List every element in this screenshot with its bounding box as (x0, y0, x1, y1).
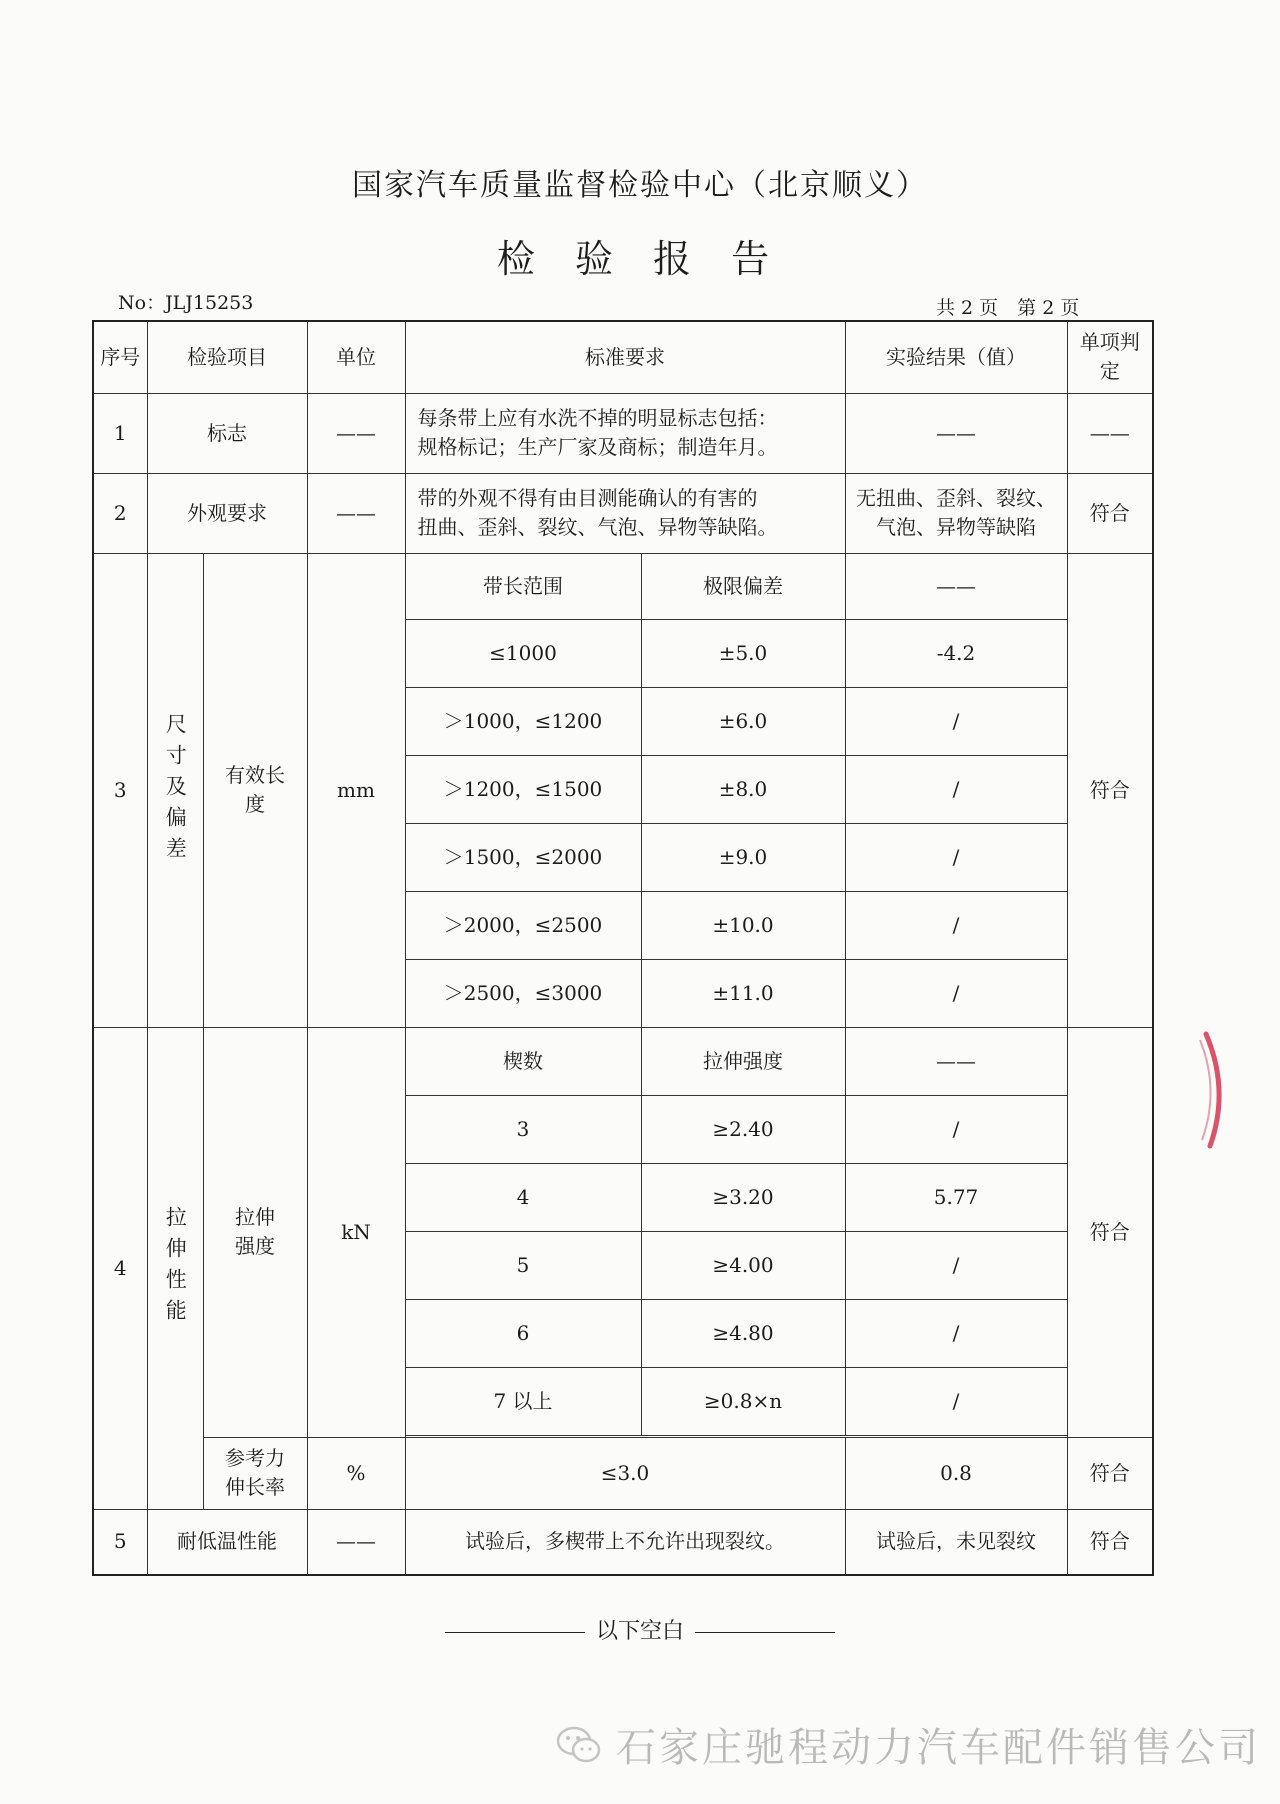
row3-range: ＞1500，≤2000 (405, 823, 641, 891)
table-row (93, 1027, 1153, 1095)
row2-result (845, 473, 1067, 553)
table-row (93, 1437, 1153, 1509)
row4-header-result: —— (845, 1027, 1067, 1095)
row4-wedge: 3 (405, 1095, 641, 1163)
row4-ref-unit: % (307, 1437, 405, 1509)
row3-result: / (845, 959, 1067, 1027)
row2-seq: 2 (93, 473, 147, 553)
row4-wedge: 6 (405, 1299, 641, 1367)
row4-result: / (845, 1367, 1067, 1435)
row4-ref-result: 0.8 (845, 1437, 1067, 1509)
row2-standard-line2: 扭曲、歪斜、裂纹、气泡、异物等缺陷。 (417, 515, 778, 539)
row3-verdict: 符合 (1067, 553, 1153, 1027)
org-title: 国家汽车质量监督检验中心（北京顺义） (352, 168, 928, 203)
end-of-table-note (0, 1614, 1280, 1645)
row3-header-result: —— (845, 553, 1067, 619)
row3-unit: mm (307, 553, 405, 1027)
row4-result: 5.77 (845, 1163, 1067, 1231)
row4-item: 拉伸强度 (203, 1027, 307, 1437)
watermark (556, 1716, 1261, 1773)
row5-standard: 试验后，多楔带上不允许出现裂纹。 (405, 1509, 845, 1575)
row2-unit: —— (307, 473, 405, 553)
row4-header-wedge: 楔数 (405, 1027, 641, 1095)
row4-seq: 4 (93, 1027, 147, 1509)
row5-item: 耐低温性能 (147, 1509, 307, 1575)
row1-unit: —— (307, 393, 405, 473)
row4-wedge: 7 以上 (405, 1367, 641, 1435)
row5-result: 试验后，未见裂纹 (845, 1509, 1067, 1575)
row5-unit: —— (307, 1509, 405, 1575)
row3-result: / (845, 891, 1067, 959)
table-row (93, 553, 1153, 619)
divider (695, 1632, 835, 1633)
table-row (93, 393, 1153, 473)
red-stamp-fragment (1198, 1030, 1238, 1150)
row3-dev: ±6.0 (641, 687, 845, 755)
end-text: 以下空白 (595, 1619, 684, 1644)
row3-dev: ±10.0 (641, 891, 845, 959)
row3-item: 有效长度 (203, 553, 307, 1027)
row4-category: 拉伸性能 (147, 1027, 203, 1509)
row3-dev: ±8.0 (641, 755, 845, 823)
row3-dev: ±5.0 (641, 619, 845, 687)
report-number: No：JLJ15253 (118, 292, 254, 314)
row2-standard-line1: 带的外观不得有由目测能确认的有害的 (417, 486, 758, 510)
row4-strength: ≥2.40 (641, 1095, 845, 1163)
row3-result: / (845, 687, 1067, 755)
row4-ref-item: 参考力伸长率 (203, 1437, 307, 1509)
header-seq: 序号 (93, 321, 147, 393)
row3-range: ＞2000，≤2500 (405, 891, 641, 959)
row3-header-range: 带长范围 (405, 553, 641, 619)
header-standard: 标准要求 (405, 321, 845, 393)
page-number: 共 2 页 第 2 页 (936, 297, 1080, 319)
row3-range: ＞1000，≤1200 (405, 687, 641, 755)
doc-title: 检 验 报 告 (496, 237, 784, 281)
row3-range: ＞2500，≤3000 (405, 959, 641, 1027)
inspection-table (92, 320, 1154, 1576)
row2-verdict: 符合 (1067, 473, 1153, 553)
row2-standard (405, 473, 845, 553)
row1-item: 标志 (147, 393, 307, 473)
row4-result: / (845, 1299, 1067, 1367)
row1-seq: 1 (93, 393, 147, 473)
row4-header-strength: 拉伸强度 (641, 1027, 845, 1095)
row5-seq: 5 (93, 1509, 147, 1575)
row5-verdict: 符合 (1067, 1509, 1153, 1575)
row3-result: / (845, 755, 1067, 823)
row3-result: / (845, 823, 1067, 891)
row4-wedge: 5 (405, 1231, 641, 1299)
row3-dev: ±9.0 (641, 823, 845, 891)
row1-result: —— (845, 393, 1067, 473)
row4-ref-verdict: 符合 (1067, 1437, 1153, 1509)
table-row (93, 1509, 1153, 1575)
wechat-icon (556, 1725, 602, 1765)
row3-dev: ±11.0 (641, 959, 845, 1027)
row3-header-dev: 极限偏差 (641, 553, 845, 619)
row3-seq: 3 (93, 553, 147, 1027)
row3-result: -4.2 (845, 619, 1067, 687)
row2-result-line1: 无扭曲、歪斜、裂纹、 (856, 486, 1056, 510)
row1-standard-line1: 每条带上应有水洗不掉的明显标志包括： (417, 406, 778, 430)
row4-result: / (845, 1095, 1067, 1163)
row4-strength: ≥3.20 (641, 1163, 845, 1231)
row4-verdict: 符合 (1067, 1027, 1153, 1437)
row3-category: 尺寸及偏差 (147, 553, 203, 1027)
row4-ref-standard: ≤3.0 (405, 1437, 845, 1509)
row4-unit: kN (307, 1027, 405, 1437)
header-verdict: 单项判定 (1067, 321, 1153, 393)
row4-strength: ≥0.8×n (641, 1367, 845, 1435)
row1-standard-line2: 规格标记；生产厂家及商标；制造年月。 (417, 435, 778, 459)
divider (445, 1632, 585, 1633)
row4-strength: ≥4.80 (641, 1299, 845, 1367)
header-unit: 单位 (307, 321, 405, 393)
row1-standard (405, 393, 845, 473)
row1-verdict: —— (1067, 393, 1153, 473)
table-row (93, 473, 1153, 553)
watermark-text: 石家庄驰程动力汽车配件销售公司 (616, 1725, 1261, 1771)
row4-wedge: 4 (405, 1163, 641, 1231)
table-header-row (93, 321, 1153, 393)
row2-result-line2: 气泡、异物等缺陷 (876, 515, 1036, 539)
row3-range: ≤1000 (405, 619, 641, 687)
row4-strength: ≥4.00 (641, 1231, 845, 1299)
header-result: 实验结果（值） (845, 321, 1067, 393)
row2-item: 外观要求 (147, 473, 307, 553)
row4-result: / (845, 1231, 1067, 1299)
header-item: 检验项目 (147, 321, 307, 393)
row3-range: ＞1200，≤1500 (405, 755, 641, 823)
